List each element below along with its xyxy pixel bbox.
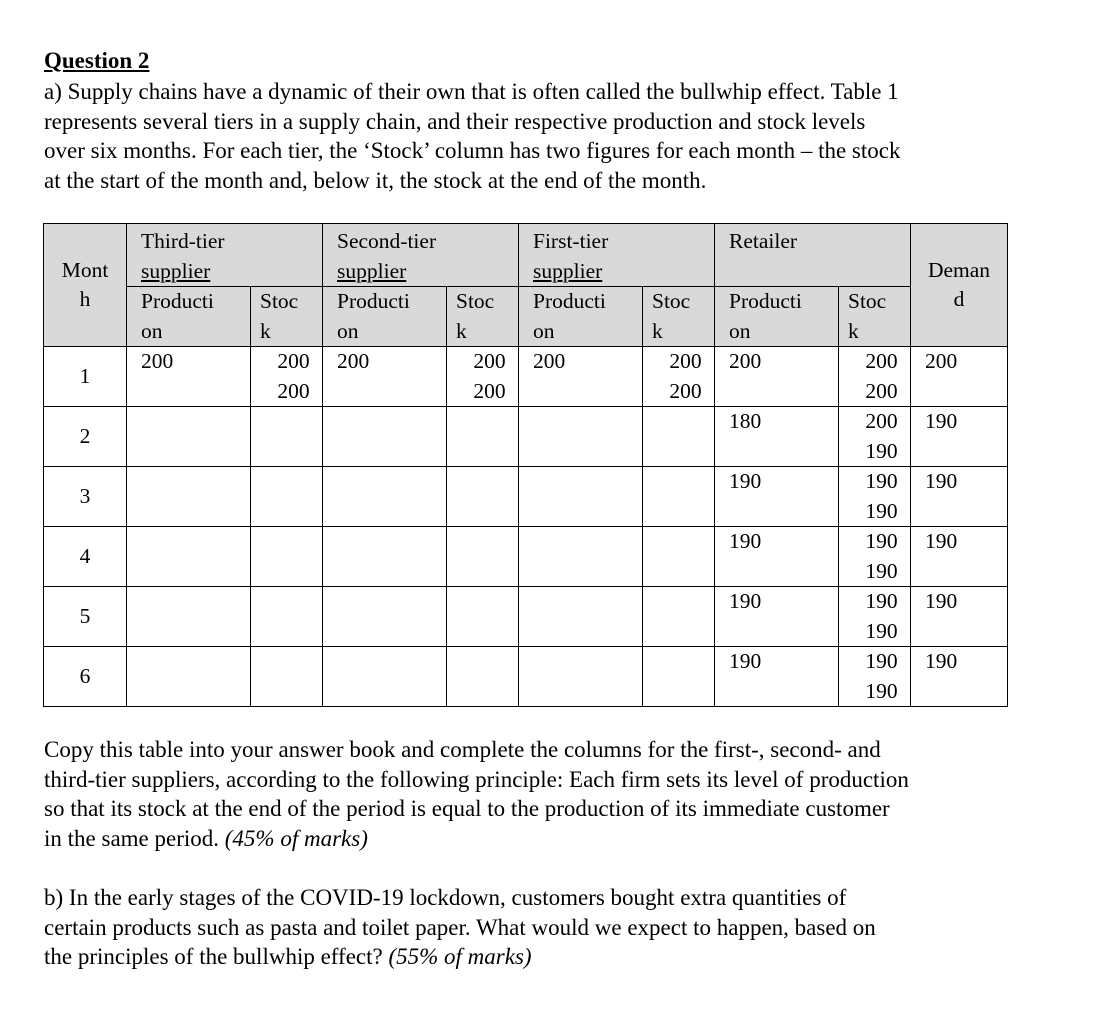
header-production xyxy=(323,287,447,347)
stock-value: 190 xyxy=(865,678,898,703)
header-stock-line: k xyxy=(260,318,271,343)
first-tier-stock-cell xyxy=(643,587,715,647)
month-cell: 4 xyxy=(44,527,127,587)
first-tier-stock-cell xyxy=(643,347,715,407)
third-tier-production-cell xyxy=(127,467,251,527)
header-first-tier-sub xyxy=(519,257,715,287)
header-first-tier: First-tier xyxy=(519,224,715,257)
header-production-line: on xyxy=(141,318,163,343)
header-production-line: on xyxy=(337,318,359,343)
stock-value: 200 xyxy=(865,378,898,403)
retailer-production-cell: 180 xyxy=(715,407,839,467)
copy-instruction-text: in the same period. xyxy=(44,825,225,851)
header-stock xyxy=(447,287,519,347)
third-tier-stock-cell xyxy=(251,407,323,467)
table-body xyxy=(44,347,1008,707)
header-stock-line: Stoc xyxy=(652,289,691,313)
stock-value: 200 xyxy=(865,409,898,433)
copy-instruction-line: Copy this table into your answer book and complete the columns for the first-, second- and xyxy=(44,737,881,762)
retailer-production-cell: 190 xyxy=(715,467,839,527)
retailer-production-cell: 200 xyxy=(715,347,839,407)
header-stock-line: k xyxy=(456,318,467,343)
retailer-production-cell: 190 xyxy=(715,647,839,707)
demand-cell: 200 xyxy=(911,347,1008,407)
second-tier-stock-cell xyxy=(447,527,519,587)
first-tier-production-cell: 200 xyxy=(519,347,643,407)
header-production-line: Producti xyxy=(141,289,214,313)
part-b-marks: (55% of marks) xyxy=(388,944,532,969)
stock-value: 200 xyxy=(865,349,898,373)
first-tier-production-cell xyxy=(519,647,643,707)
header-month xyxy=(44,224,127,347)
header-third-tier-sub xyxy=(127,257,323,287)
second-tier-production-cell xyxy=(323,587,447,647)
stock-value: 200 xyxy=(473,378,506,403)
retailer-stock-cell xyxy=(839,647,911,707)
header-demand-line: Deman xyxy=(927,257,991,282)
second-tier-production-cell xyxy=(323,647,447,707)
retailer-production-cell: 190 xyxy=(715,527,839,587)
demand-cell: 190 xyxy=(911,647,1008,707)
stock-value: 190 xyxy=(865,438,898,463)
third-tier-stock-cell xyxy=(251,647,323,707)
second-tier-production-cell xyxy=(323,527,447,587)
second-tier-stock-cell xyxy=(447,647,519,707)
header-second-tier: Second-tier xyxy=(323,224,519,257)
second-tier-stock-cell xyxy=(447,467,519,527)
part-b-line: b) In the early stages of the COVID-19 lockdown, customers bought extra quantities of xyxy=(44,885,847,910)
copy-instruction-line: so that its stock at the end of the period is equal to the production of its immediate customer xyxy=(44,796,890,821)
question-title: Question 2 xyxy=(44,48,150,73)
header-retailer: Retailer xyxy=(715,224,911,257)
stock-value: 200 xyxy=(669,378,702,403)
first-tier-stock-cell xyxy=(643,647,715,707)
table-row xyxy=(44,467,1008,527)
stock-value: 190 xyxy=(865,649,898,673)
header-demand xyxy=(911,224,1008,347)
table-row xyxy=(44,587,1008,647)
first-tier-stock-cell xyxy=(643,527,715,587)
copy-instruction-line xyxy=(44,824,909,854)
stock-value: 190 xyxy=(865,529,898,553)
demand-cell: 190 xyxy=(911,467,1008,527)
part-b-line xyxy=(44,942,876,972)
month-cell: 2 xyxy=(44,407,127,467)
first-tier-stock-cell xyxy=(643,407,715,467)
header-stock xyxy=(643,287,715,347)
third-tier-stock-cell xyxy=(251,467,323,527)
header-production-line: on xyxy=(729,318,751,343)
month-cell: 6 xyxy=(44,647,127,707)
header-second-tier-supplier: supplier xyxy=(337,258,407,283)
copy-instruction-paragraph xyxy=(44,735,909,853)
demand-cell: 190 xyxy=(911,587,1008,647)
first-tier-production-cell xyxy=(519,527,643,587)
table-row xyxy=(44,347,1008,407)
part-b-text: the principles of the bullwhip effect? xyxy=(44,944,389,969)
third-tier-production-cell: 200 xyxy=(127,347,251,407)
supply-chain-table xyxy=(43,223,1008,707)
header-stock-line: Stoc xyxy=(848,289,887,313)
header-demand-line: d xyxy=(953,287,965,311)
stock-value: 200 xyxy=(473,349,506,373)
header-third-tier-supplier: supplier xyxy=(141,258,211,283)
second-tier-production-cell xyxy=(323,467,447,527)
retailer-stock-cell xyxy=(839,527,911,587)
second-tier-stock-cell xyxy=(447,347,519,407)
part-b-paragraph xyxy=(44,883,876,972)
month-cell: 3 xyxy=(44,467,127,527)
third-tier-production-cell xyxy=(127,587,251,647)
header-month-line: Mont xyxy=(61,257,109,282)
copy-instruction-line: third-tier suppliers, according to the following principle: Each firm sets its level of production xyxy=(44,766,909,792)
part-b-line: certain products such as pasta and toilet paper. What would we expect to happen, based on xyxy=(44,914,876,940)
part-a-line: over six months. For each tier, the ‘Stock’ column has two figures for each month – the stock xyxy=(44,138,901,163)
header-production xyxy=(519,287,643,347)
header-stock-line: k xyxy=(848,318,859,343)
stock-value: 190 xyxy=(865,498,898,523)
month-cell: 1 xyxy=(44,347,127,407)
second-tier-stock-cell xyxy=(447,407,519,467)
second-tier-production-cell: 200 xyxy=(323,347,447,407)
header-stock xyxy=(251,287,323,347)
stock-value: 190 xyxy=(865,469,898,493)
part-a-line: represents several tiers in a supply chain, and their respective production and stock levels xyxy=(44,108,866,134)
retailer-stock-cell xyxy=(839,587,911,647)
stock-value: 190 xyxy=(865,618,898,643)
table-row xyxy=(44,647,1008,707)
third-tier-stock-cell xyxy=(251,587,323,647)
header-retailer-sub xyxy=(715,257,911,287)
demand-cell: 190 xyxy=(911,407,1008,467)
stock-value: 200 xyxy=(669,349,702,373)
part-a-line: a) Supply chains have a dynamic of their own that is often called the bullwhip effect. Table 1 xyxy=(44,79,899,104)
first-tier-production-cell xyxy=(519,467,643,527)
retailer-production-cell: 190 xyxy=(715,587,839,647)
stock-value: 200 xyxy=(277,378,310,403)
header-stock-line: Stoc xyxy=(456,289,495,313)
header-production xyxy=(715,287,839,347)
table-row xyxy=(44,527,1008,587)
demand-cell: 190 xyxy=(911,527,1008,587)
stock-value: 190 xyxy=(865,589,898,613)
third-tier-stock-cell xyxy=(251,347,323,407)
header-month-line: h xyxy=(79,287,91,311)
retailer-stock-cell xyxy=(839,467,911,527)
month-cell: 5 xyxy=(44,587,127,647)
second-tier-stock-cell xyxy=(447,587,519,647)
part-a-paragraph xyxy=(44,77,900,195)
third-tier-production-cell xyxy=(127,647,251,707)
header-first-tier-supplier: supplier xyxy=(533,258,603,283)
first-tier-production-cell xyxy=(519,587,643,647)
header-production-line: Producti xyxy=(729,289,802,313)
header-third-tier: Third-tier xyxy=(127,224,323,257)
table-row xyxy=(44,407,1008,467)
header-production-line: Producti xyxy=(533,289,606,313)
first-tier-stock-cell xyxy=(643,467,715,527)
header-stock-line: k xyxy=(652,318,663,343)
third-tier-production-cell xyxy=(127,407,251,467)
header-production-line: on xyxy=(533,318,555,343)
third-tier-stock-cell xyxy=(251,527,323,587)
stock-value: 200 xyxy=(277,349,310,373)
stock-value: 190 xyxy=(865,558,898,583)
retailer-stock-cell xyxy=(839,407,911,467)
retailer-stock-cell xyxy=(839,347,911,407)
first-tier-production-cell xyxy=(519,407,643,467)
second-tier-production-cell xyxy=(323,407,447,467)
header-stock-line: Stoc xyxy=(260,289,299,313)
copy-marks: (45% of marks) xyxy=(224,825,368,851)
header-production xyxy=(127,287,251,347)
header-production-line: Producti xyxy=(337,289,410,313)
part-a-line: at the start of the month and, below it, the stock at the end of the month. xyxy=(44,167,707,193)
third-tier-production-cell xyxy=(127,527,251,587)
header-stock xyxy=(839,287,911,347)
header-second-tier-sub xyxy=(323,257,519,287)
